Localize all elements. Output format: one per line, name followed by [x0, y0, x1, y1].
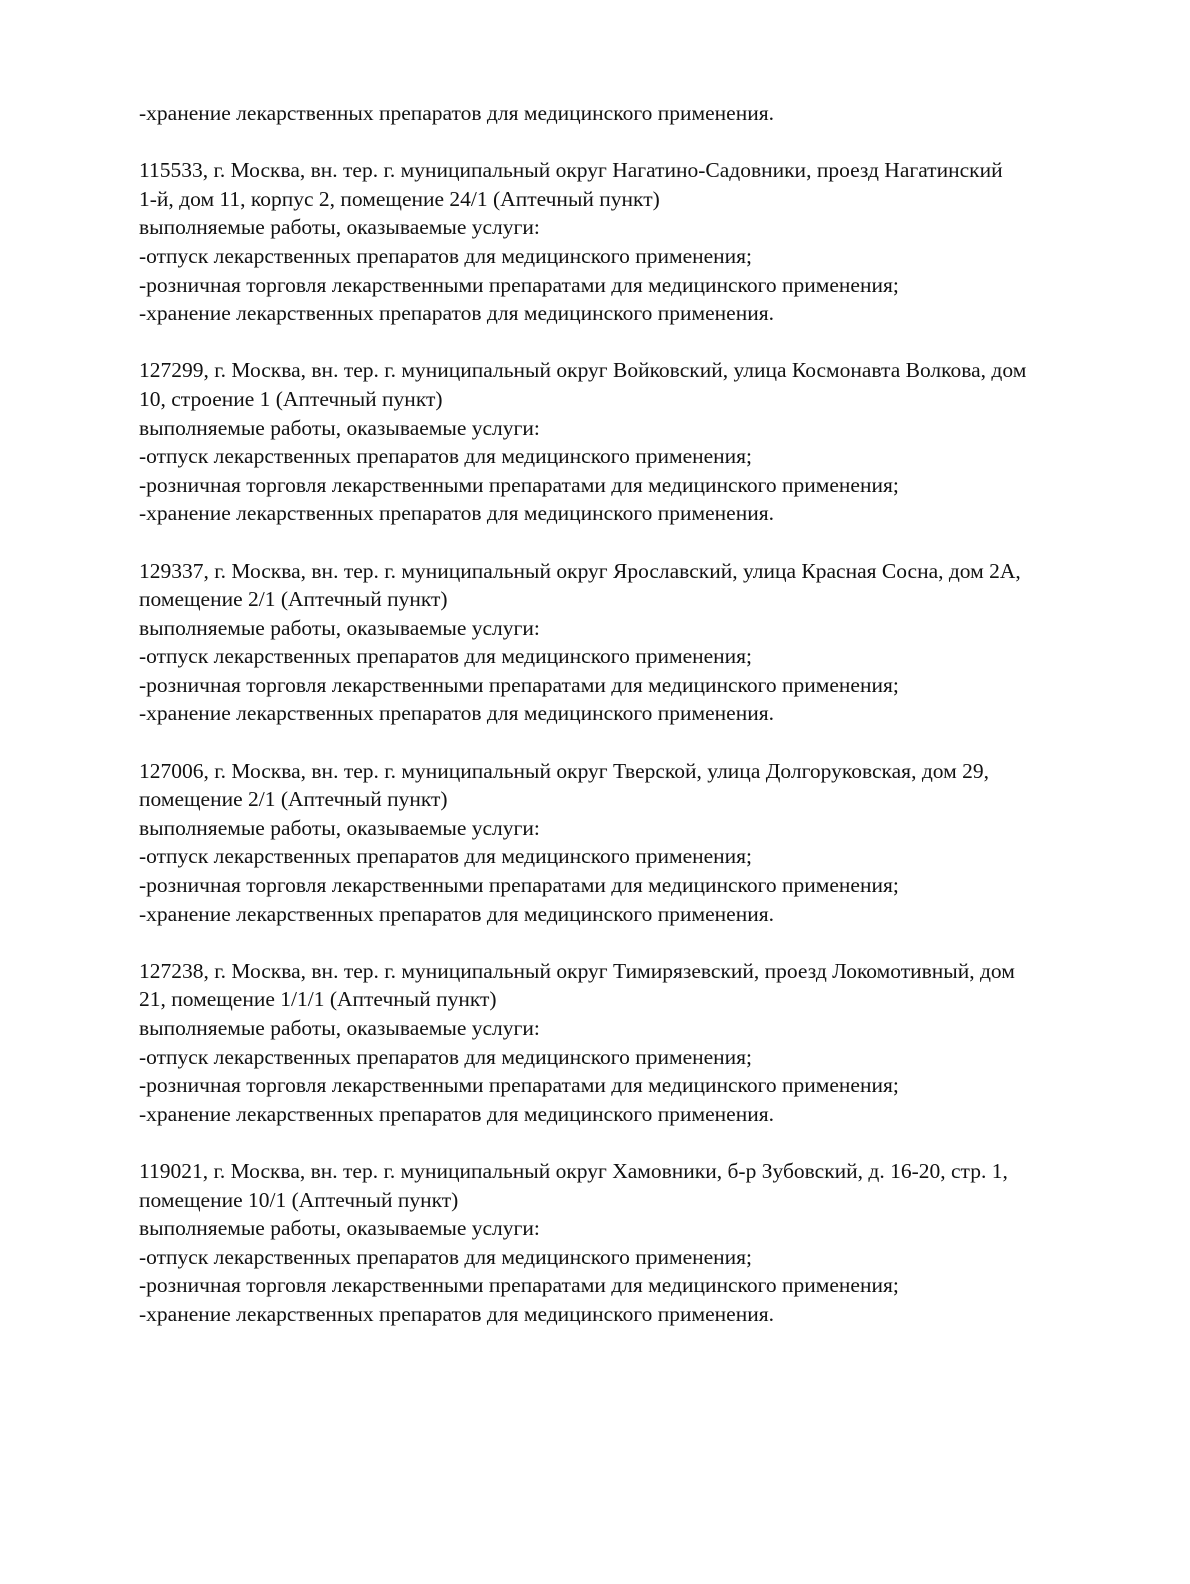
service-item: -хранение лекарственных препаратов для медицинского применения.	[139, 501, 774, 526]
service-item: -хранение лекарственных препаратов для медицинского применения.	[139, 1101, 774, 1126]
works-heading: выполняемые работы, оказываемые услуги:	[139, 215, 540, 240]
location-block-4	[139, 757, 1139, 929]
works-heading: выполняемые работы, оказываемые услуги:	[139, 1016, 540, 1040]
address-line-1: 119021, г. Москва, вн. тер. г. муниципальный округ Хамовники, б-р Зубовский, д. 16-20, стр. 1,	[139, 1158, 1008, 1183]
service-item: -отпуск лекарственных препаратов для медицинского применения;	[139, 1244, 753, 1269]
service-item: -отпуск лекарственных препаратов для медицинского применения;	[139, 844, 753, 869]
service-item: -розничная торговля лекарственными препаратами для медицинского применения;	[139, 272, 899, 297]
address-line-2: 10, строение 1 (Аптечный пункт)	[139, 386, 443, 411]
service-item: -отпуск лекарственных препаратов для медицинского применения;	[139, 644, 753, 669]
intro-line: -хранение лекарственных препаратов для медицинского применения.	[139, 101, 774, 125]
address-line-2: 21, помещение 1/1/1 (Аптечный пункт)	[139, 987, 497, 1012]
service-item: -хранение лекарственных препаратов для медицинского применения.	[139, 1301, 774, 1326]
address-line-2: помещение 2/1 (Аптечный пункт)	[139, 587, 448, 612]
address-line-1: 127238, г. Москва, вн. тер. г. муниципальный округ Тимирязевский, проезд Локомотивный, дом	[139, 958, 1015, 983]
location-block-6	[139, 1157, 1139, 1329]
address-line-1: 129337, г. Москва, вн. тер. г. муниципальный округ Ярославский, улица Красная Сосна, дом 2А,	[139, 558, 1021, 583]
document-page	[139, 99, 1139, 1329]
address-line-2: 1-й, дом 11, корпус 2, помещение 24/1 (Аптечный пункт)	[139, 186, 660, 211]
service-item: -розничная торговля лекарственными препаратами для медицинского применения;	[139, 873, 899, 898]
address-line-1: 127299, г. Москва, вн. тер. г. муниципальный округ Войковский, улица Космонавта Волкова, дом	[139, 358, 1027, 383]
address-line-2: помещение 10/1 (Аптечный пункт)	[139, 1187, 459, 1212]
address-line-2: помещение 2/1 (Аптечный пункт)	[139, 787, 448, 812]
works-heading: выполняемые работы, оказываемые услуги:	[139, 1216, 540, 1241]
works-heading: выполняемые работы, оказываемые услуги:	[139, 415, 540, 440]
location-block-1	[139, 156, 1139, 328]
service-item: -хранение лекарственных препаратов для медицинского применения.	[139, 901, 774, 926]
works-heading: выполняемые работы, оказываемые услуги:	[139, 815, 540, 840]
service-item: -розничная торговля лекарственными препаратами для медицинского применения;	[139, 472, 899, 497]
service-item: -отпуск лекарственных препаратов для медицинского применения;	[139, 1044, 753, 1069]
service-item: -отпуск лекарственных препаратов для медицинского применения;	[139, 243, 753, 268]
service-item: -хранение лекарственных препаратов для медицинского применения.	[139, 701, 774, 726]
address-line-1: 115533, г. Москва, вн. тер. г. муниципальный округ Нагатино-Садовники, проезд Нагатинский	[139, 158, 1003, 183]
service-item: -отпуск лекарственных препаратов для медицинского применения;	[139, 444, 753, 469]
works-heading: выполняемые работы, оказываемые услуги:	[139, 615, 540, 640]
service-item: -розничная торговля лекарственными препаратами для медицинского применения;	[139, 1273, 899, 1298]
location-block-5	[139, 957, 1139, 1129]
location-block-3	[139, 557, 1139, 729]
service-item: -розничная торговля лекарственными препаратами для медицинского применения;	[139, 672, 899, 697]
service-item: -хранение лекарственных препаратов для медицинского применения.	[139, 301, 774, 326]
address-line-1: 127006, г. Москва, вн. тер. г. муниципальный округ Тверской, улица Долгоруковская, дом 29,	[139, 758, 989, 783]
service-item: -розничная торговля лекарственными препаратами для медицинского применения;	[139, 1073, 899, 1098]
location-block-2	[139, 356, 1139, 528]
